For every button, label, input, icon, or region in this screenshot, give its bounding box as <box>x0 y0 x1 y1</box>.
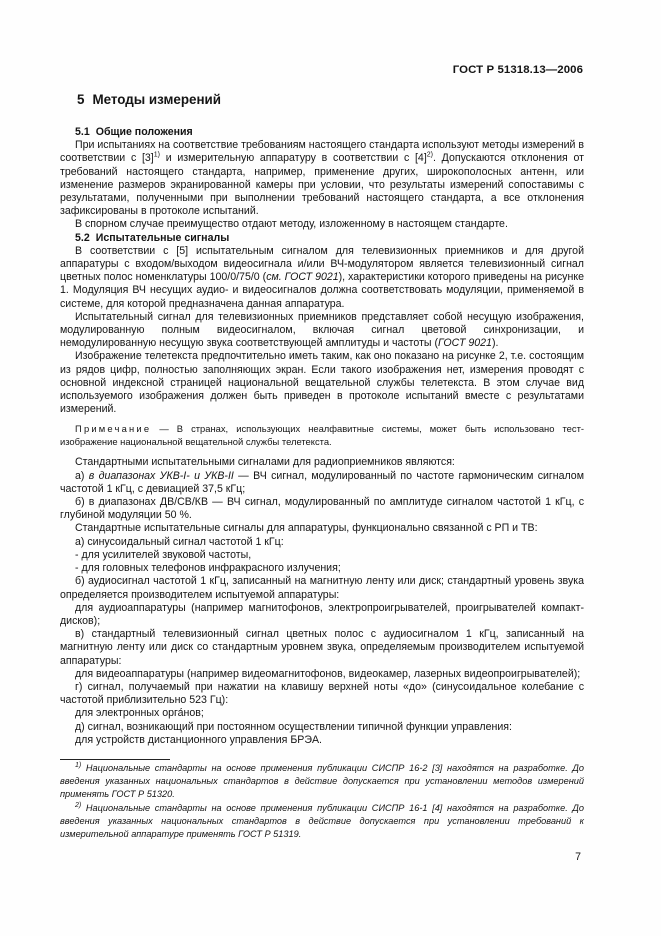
subsection-number: 5.1 <box>75 126 90 138</box>
paragraph <box>60 245 584 311</box>
text-run: и измерительную аппаратуру в соответствии с [4] <box>159 152 427 165</box>
note-text: — В странах, использующих неалфавитные системы, может быть использовано тест-изображение национальной вещательной службы телетекста. <box>60 423 584 448</box>
footnote <box>60 762 584 802</box>
paragraph <box>60 311 584 351</box>
subsection-number: 5.2 <box>75 231 90 244</box>
paragraph: Изображение телетекста предпочтительно иметь таким, как оно показано на рисунке 2, т.е. состоящим из рядов цифр, полностью заполняющих экран. Если такого изображения нет, измерения проводят с основной индексной страницей национальной вещательной службы телетекста. В этом случае вид используемого изображения должен быть приведен в протоколе испытаний вместе с результатами измерений. <box>60 350 584 416</box>
note <box>60 422 584 448</box>
text-run: Испытательный сигнал для телевизионных приемников представляет собой несущую изображения, модулированную полным видеосигналом, включая сигнал цветовой синхронизации, и немодулированную несущую звука соответствующей амплитуды и частоты ( <box>60 310 584 350</box>
document-number-header: ГОСТ Р 51318.13—2006 <box>452 64 583 76</box>
list-item: в) стандартный телевизионный сигнал цветных полос с аудиосигналом 1 кГц, записанный на магнитную ленту или диск со стандартным уровнем звука, определяемым производителем испытуемой аппаратуры: <box>60 628 584 667</box>
text-run: При испытаниях на соответствие требованиям настоящего стандарта используют методы измерений в соответствии с [3] <box>60 139 584 165</box>
text-run: а) <box>75 469 89 482</box>
list-subitem: - для усилителей звуковой частоты, <box>75 548 252 561</box>
footnote-mark: 1) <box>75 761 82 769</box>
footnote-ref: 2) <box>426 151 434 159</box>
list-item: д) сигнал, возникающий при постоянном осуществлении типичной функции управления: <box>75 720 512 733</box>
list-subitem: - для головных телефонов инфракрасного излучения; <box>75 562 341 575</box>
section-title: Методы измерений <box>92 92 222 107</box>
subsection-title: Общие положения <box>95 126 193 138</box>
standard-reference: см. ГОСТ 9021 <box>266 271 339 284</box>
list-subitem: для электронных орга́нов; <box>75 707 204 720</box>
footnote-mark: 2) <box>75 801 82 809</box>
list-item: б) аудиосигнал частотой 1 кГц, записанный на магнитную ленту или диск; стандартный уровень звука определяется производителем испытуемой аппаратуры: <box>60 575 584 601</box>
paragraph: В спорном случае преимущество отдают методу, изложенному в настоящем стандарте. <box>75 218 508 231</box>
footnote <box>60 802 584 842</box>
list-subitem: для аудиоаппаратуры (например магнитофонов, электропроигрывателей, проигрывателей компакт-дисков); <box>60 601 584 627</box>
subsection-title: Испытательные сигналы <box>95 231 230 244</box>
text-run: В соответствии с [5] испытательным сигналом для телевизионных приемников и для другой аппаратуры с входом/выходом видеосигнала и/или ВЧ-модулятором является телевизионный сигнал цветных полос номенклатуры 100/0/75/0 ( <box>60 244 584 284</box>
section-heading <box>77 91 584 109</box>
footnote-text: Национальные стандарты на основе применения публикации СИСПР 16-1 [4] находятся на разработке. До введения указанных национальных стандартов в действие допускается при установлении требований к измерительной аппаратуре применять ГОСТ Р 51319. <box>60 802 584 840</box>
text-run: — ВЧ сигнал, модулированный по частоте гармоническим сигналом частотой 1 кГц, с девиацией 37,5 кГц; <box>60 469 584 495</box>
list-item: г) сигнал, получаемый при нажатии на клавишу верхней ноты «до» (синусоидальное колебание с частотой приблизительно 523 Гц): <box>60 680 584 707</box>
footnote-divider <box>60 759 170 760</box>
text-run: ), характеристики которого приведены на рисунке 1. Модуляция ВЧ несущих аудио- и видеосигналов должна соответствовать модуляции, применяемой в системе, для которой предназначена данная аппаратура. <box>60 271 584 310</box>
text-run: ). <box>491 337 499 350</box>
list-item <box>60 470 584 496</box>
italic-text: в диапазонах УКВ-I- и УКВ-II <box>88 469 234 482</box>
list-item: а) синусоидальный сигнал частотой 1 кГц: <box>75 535 284 548</box>
list-item: б) в диапазонах ДВ/СВ/КВ — ВЧ сигнал, модулированный по амплитуде сигналом частотой 1 кГц, с глубиной модуляции 50 %. <box>60 496 584 522</box>
subsection-5-2-heading <box>60 232 584 245</box>
paragraph <box>60 139 584 218</box>
note-label: Примечание <box>75 423 152 435</box>
text-run: . Допускаются отклонения от требований настоящего стандарта, например, применение других, широкополосных антенн, или изменение размеров экранированной камеры при условии, что результаты измерений сопоставимы с результатами, полученными при выполнении требований настоящего стандарта, а все отклонения зафиксированы в протоколе испытаний. <box>60 152 584 218</box>
footnotes <box>60 762 584 841</box>
page-number: 7 <box>575 851 581 863</box>
footnote-ref: 1) <box>153 151 160 159</box>
paragraph: Стандартными испытательными сигналами для радиоприемников являются: <box>75 456 455 469</box>
list-subitem: для видеоаппаратуры (например видеомагнитофонов, видеокамер, лазерных видеопроигрывателей); <box>75 667 581 680</box>
list-subitem: для устройств дистанционного управления БРЭА. <box>75 733 322 746</box>
paragraph: Стандартные испытательные сигналы для аппаратуры, функционально связанной с РП и ТВ: <box>75 522 538 535</box>
footnote-text: Национальные стандарты на основе применения публикации СИСПР 16-2 [3] находятся на разработке. До введения указанных национальных стандартов в действие допускается при установлении методов измерений применять ГОСТ Р 51320. <box>60 763 584 800</box>
standard-reference: ГОСТ 9021 <box>438 337 492 350</box>
main-content <box>60 91 584 747</box>
subsection-5-1-heading <box>60 126 584 139</box>
section-number: 5 <box>77 92 85 107</box>
